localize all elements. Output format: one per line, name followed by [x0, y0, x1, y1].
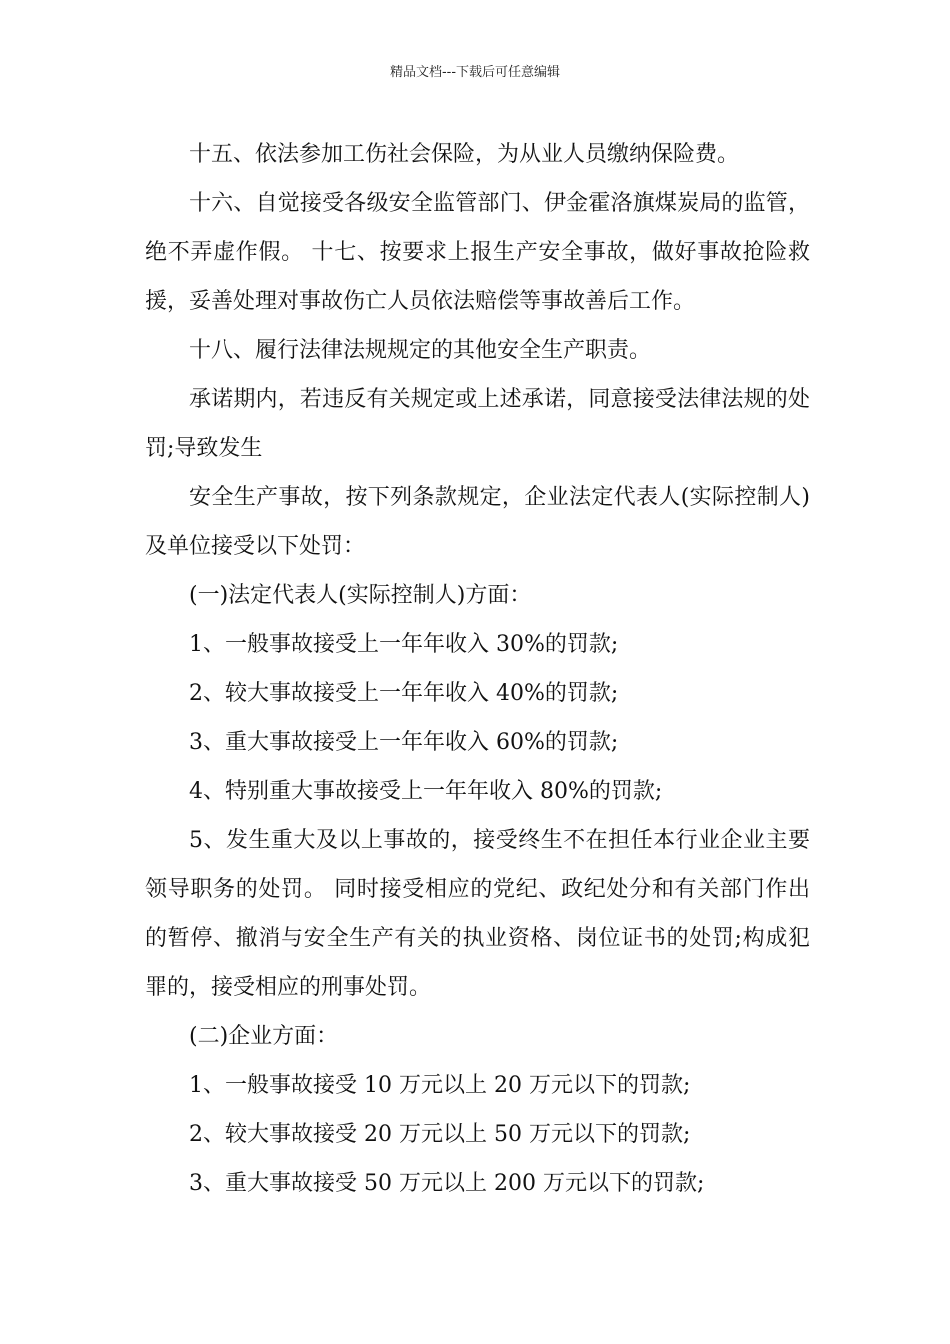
document-body: [145, 130, 810, 1208]
list-item: 4、特别重大事故接受上一年年收入 80%的罚款;: [189, 779, 663, 804]
paragraph-18: 十八、履行法律法规规定的其他安全生产职责。: [189, 338, 652, 363]
list-item: 1、一般事故接受 10 万元以上 20 万元以下的罚款;: [189, 1073, 691, 1098]
section-enterprise: (二)企业方面：: [189, 1024, 339, 1049]
paragraph-commitment: 承诺期内，若违反有关规定或上述承诺，同意接受法律法规的处罚;导致发生: [145, 387, 810, 461]
list-item: 3、重大事故接受 50 万元以上 200 万元以下的罚款;: [189, 1171, 705, 1196]
section-legal-representative: (一)法定代表人(实际控制人)方面：: [189, 583, 532, 608]
list-item: 5、发生重大及以上事故的，接受终生不在担任本行业企业主要领导职务的处罚。 同时接受相应的党纪、政纪处分和有关部门作出的暂停、撤消与安全生产有关的执业资格、岗位证书的处罚;构成犯罪的，接受相应的刑事处罚。: [145, 828, 810, 1000]
page-header: 精品文档---下载后可任意编辑: [389, 65, 561, 80]
paragraph-penalty-intro: 安全生产事故，按下列条款规定，企业法定代表人(实际控制人)及单位接受以下处罚：: [145, 485, 810, 559]
list-item: 2、较大事故接受上一年年收入 40%的罚款;: [189, 681, 619, 706]
list-item: 1、一般事故接受上一年年收入 30%的罚款;: [189, 632, 619, 657]
paragraph-15: 十五、依法参加工伤社会保险，为从业人员缴纳保险费。: [189, 142, 740, 167]
list-item: 2、较大事故接受 20 万元以上 50 万元以下的罚款;: [189, 1122, 691, 1147]
list-item: 3、重大事故接受上一年年收入 60%的罚款;: [189, 730, 619, 755]
paragraph-16-17: 十六、自觉接受各级安全监管部门、伊金霍洛旗煤炭局的监管，绝不弄虚作假。 十七、按要求上报生产安全事故，做好事故抢险救援，妥善处理对事故伤亡人员依法赔偿等事故善后工作。: [145, 191, 810, 314]
